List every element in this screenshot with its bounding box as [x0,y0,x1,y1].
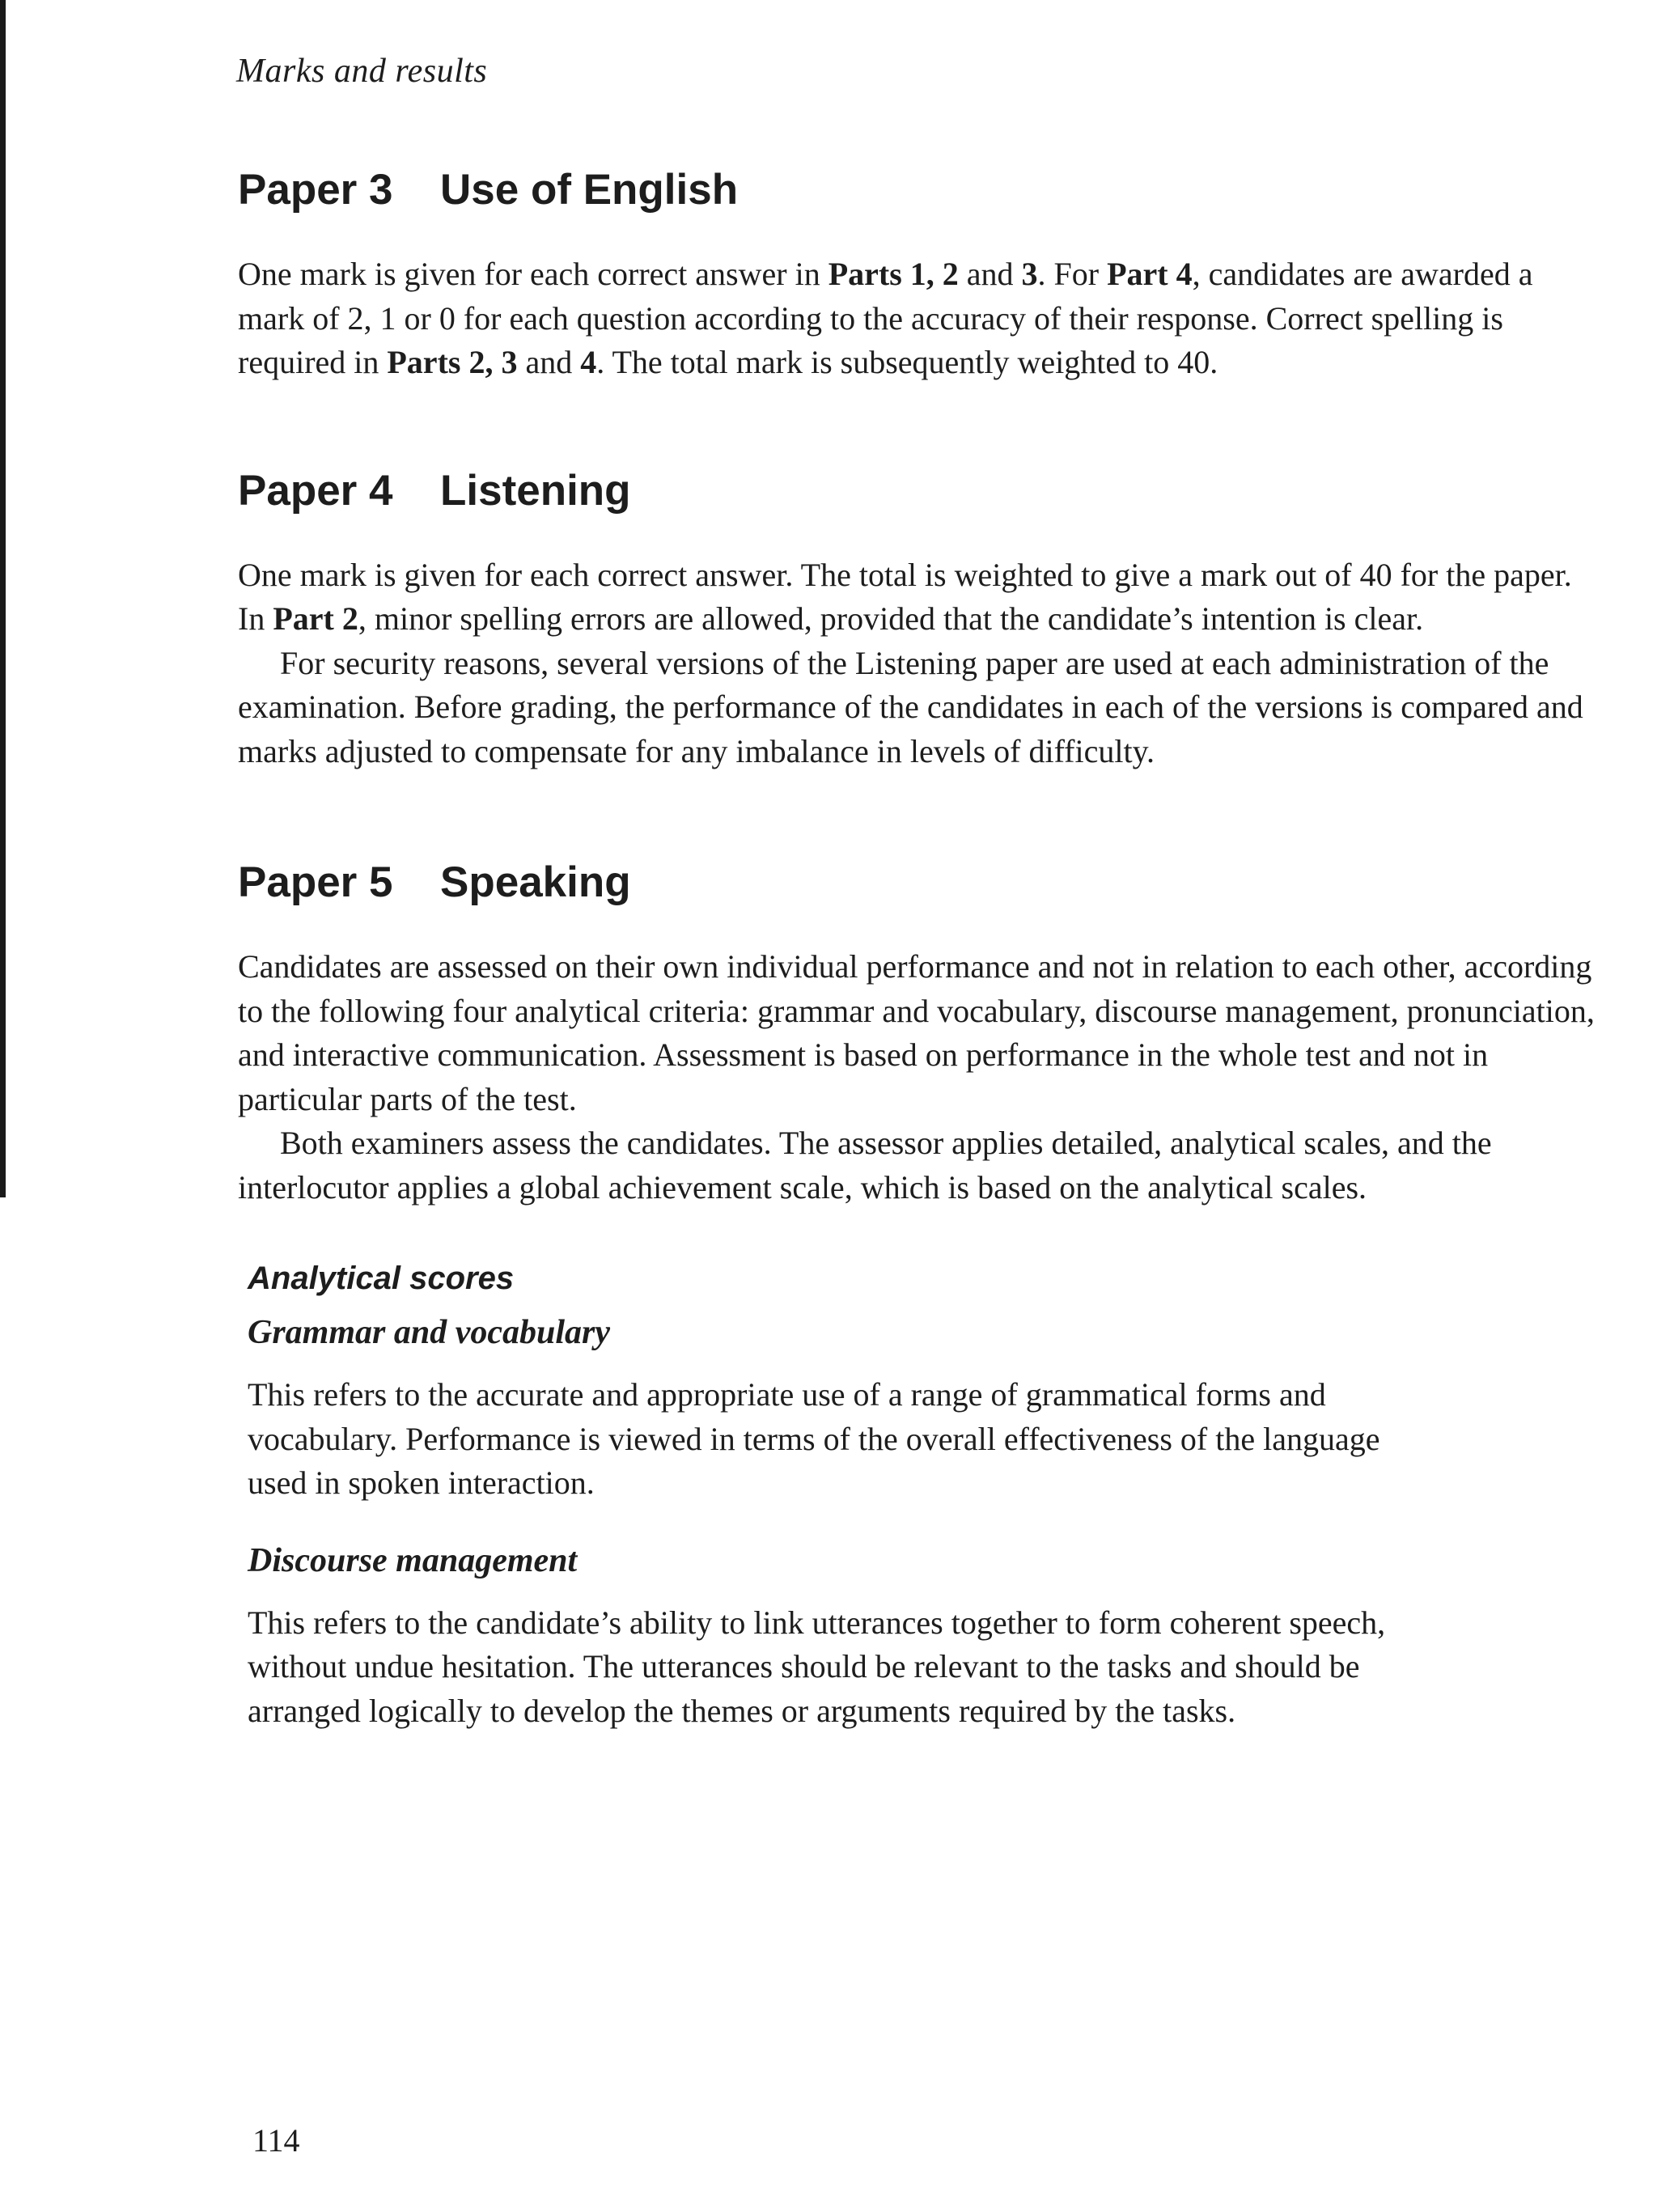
bold-run: 3 [1021,256,1038,292]
paper-5-title: Speaking [440,858,631,906]
text-run: . For [1037,256,1108,292]
bold-run: Part 2 [273,600,358,637]
paper-3-section [238,162,1621,385]
text-run: , minor spelling errors are allowed, provided that the candidate’s intention is clear. [358,600,1424,637]
text-run: . The total mark is subsequently weighted to 40. [596,344,1218,380]
paper-5-section [238,854,1621,1733]
analytical-scores-heading: Analytical scores [248,1261,515,1296]
page-content [238,162,1621,1733]
paper-4-paragraph-2: For security reasons, several versions of the Listening paper are used at each administration of the examination. Before grading, the performance of the candidates in each of the versions is compared and marks adjusted to compensate for any imbalance in levels of difficulty. [238,644,1583,769]
paper-5-paragraph-2: Both examiners assess the candidates. The assessor applies detailed, analytical scales, and the interlocutor applies a global achievement scale, which is based on the analytical scales. [238,1125,1492,1206]
paper-3-title: Use of English [440,166,739,214]
text-run: One mark is given for each correct answer in [238,256,828,292]
discourse-management-text: This refers to the candidate’s ability to link utterances together to form coherent speech, without undue hesitation. The utterances should be relevant to the tasks and should be arranged logically to develop the themes or arguments required by the tasks. [248,1604,1386,1729]
page-spine-shadow [0,0,6,1197]
bold-run: Parts 1, 2 [828,256,959,292]
page-number: 114 [252,2122,300,2159]
text-run: and [517,344,581,380]
grammar-vocabulary-text: This refers to the accurate and appropriate use of a range of grammatical forms and vocabulary. Performance is viewed in terms of the overall effectiveness of the language used in spoken interaction. [248,1376,1380,1501]
discourse-management-heading: Discourse management [248,1541,578,1579]
paper-5-heading [238,854,1621,911]
text-run: , candidates are awarded a mark of 2, 1 or 0 for each question according to the accuracy of their response. Correct spelling is required in [238,256,1533,380]
paper-4-number: Paper 4 [238,466,393,515]
paper-4-title: Listening [440,466,631,515]
bold-run: 4 [580,344,597,380]
bold-run: Parts 2, 3 [387,344,518,380]
paper-5-number: Paper 5 [238,858,393,906]
paper-5-paragraph-1: Candidates are assessed on their own individual performance and not in relation to each other, according to the following four analytical criteria: grammar and vocabulary, discourse management, pronunciation, and interactive communication. Assessment is based on performance in the whole test and not in particular parts of the test. [238,948,1595,1117]
paper-4-paragraph-1 [238,553,1605,642]
paper-4-section [238,463,1621,774]
paper-3-number: Paper 3 [238,166,393,214]
text-run: and [958,256,1022,292]
paper-3-paragraph [238,252,1605,385]
running-head: Marks and results [236,53,488,90]
grammar-vocabulary-heading: Grammar and vocabulary [248,1314,611,1351]
text-run: One mark is given for each correct answer. The total is weighted to give a mark out of 40 for the paper. In [238,556,1572,637]
paper-3-heading [238,162,1621,218]
bold-run: Part 4 [1107,256,1193,292]
paper-4-heading [238,463,1621,519]
